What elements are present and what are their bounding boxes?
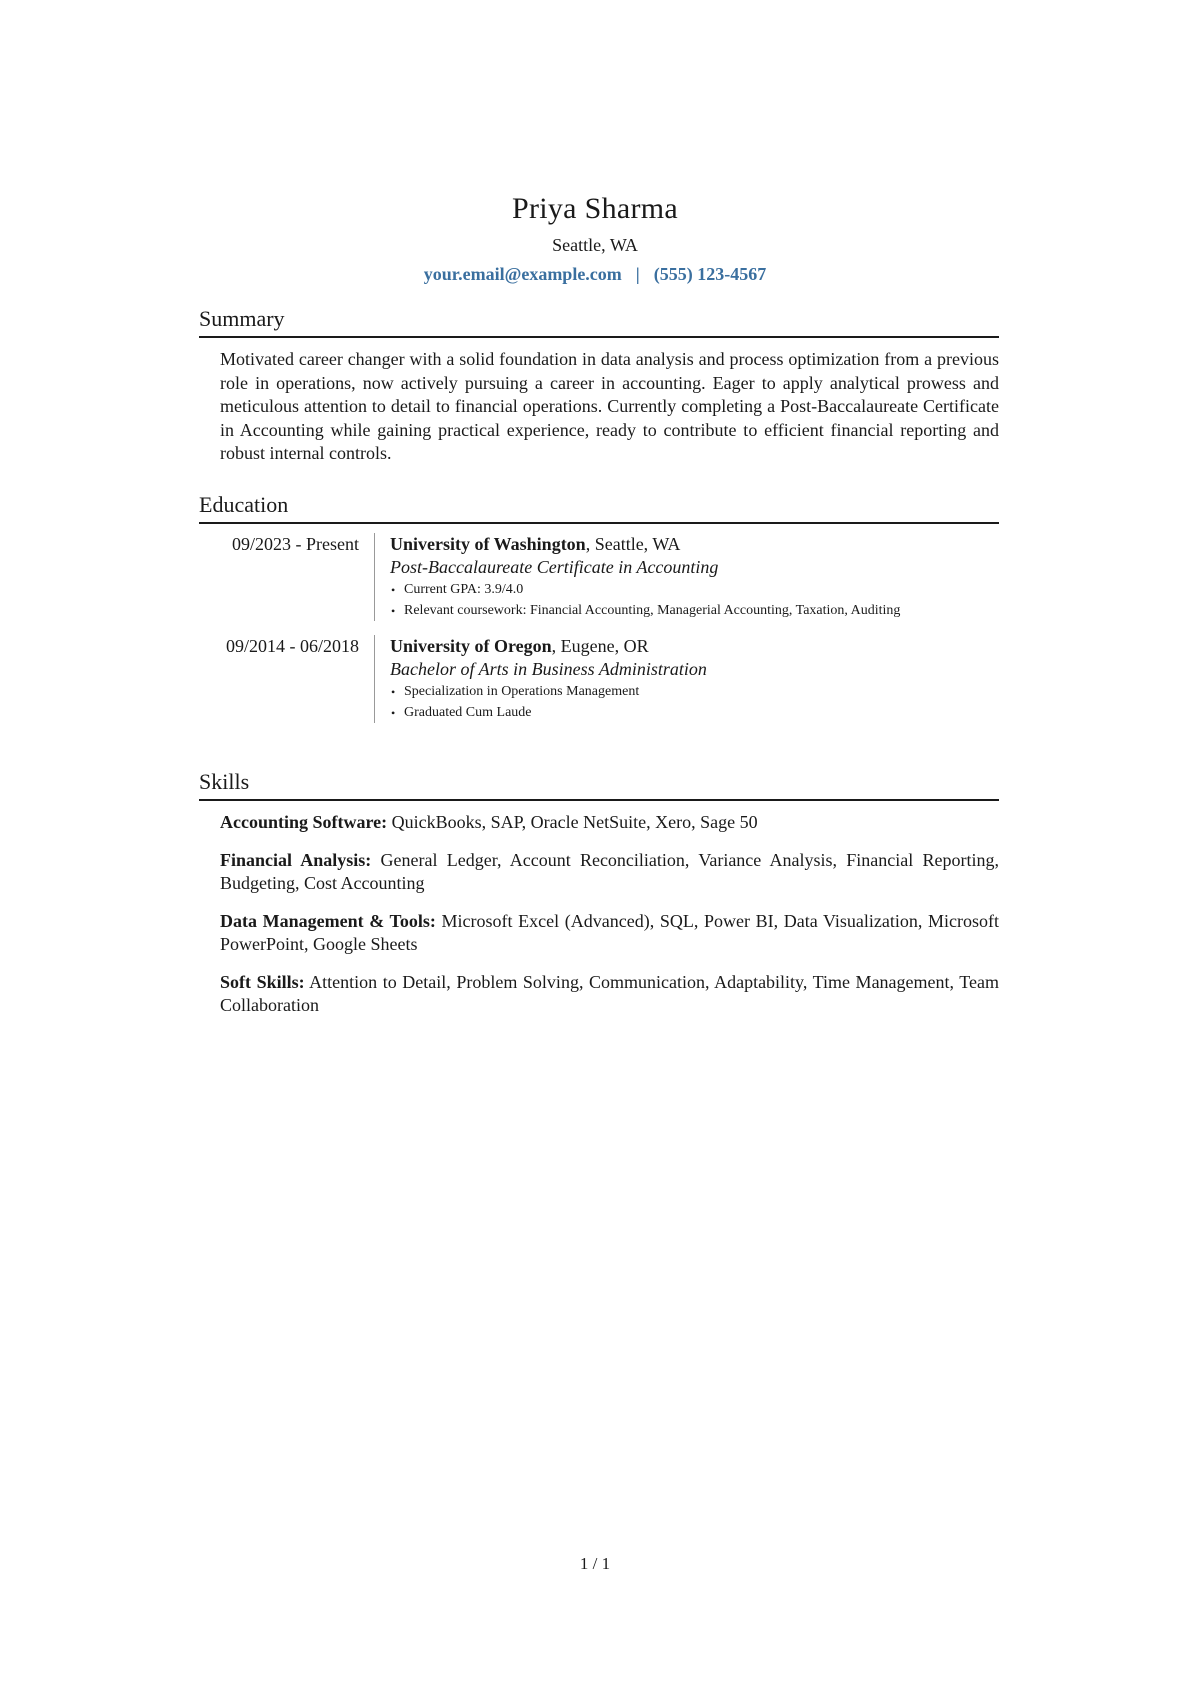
- education-body: [199, 533, 999, 723]
- skill-item: [220, 811, 999, 835]
- school-name: University of Oregon: [390, 636, 552, 656]
- education-bullet: • Graduated Cum Laude: [390, 703, 999, 724]
- skills-body: [199, 811, 999, 1018]
- education-entry: [199, 635, 999, 723]
- skill-value: Microsoft Excel (Advanced), SQL, Power BI, Data Visualization, Microsoft PowerPoint, Google Sheets: [220, 910, 999, 954]
- education-entry: [199, 533, 999, 621]
- skill-value: QuickBooks, SAP, Oracle NetSuite, Xero, Sage 50: [387, 812, 758, 832]
- contact-separator: |: [635, 264, 640, 284]
- email-link[interactable]: your.email@example.com: [423, 264, 622, 284]
- education-bullets: [390, 580, 999, 621]
- summary-text: Motivated career changer with a solid foundation in data analysis and process optimization from a previous role in operations, now actively pursuing a career in accounting. Eager to apply analytical prowess and meticulous attention to detail to financial operations. Currently completing a Post-Baccalaureate Certificate in Accounting while gaining practical experience, ready to contribute to efficient financial reporting and robust internal controls.: [220, 349, 999, 463]
- skill-item: [220, 971, 999, 1018]
- skill-label: Soft Skills:: [220, 971, 305, 992]
- education-section: [199, 491, 999, 737]
- skill-item: [220, 849, 999, 896]
- contact-line: [0, 261, 1190, 287]
- degree-name: Bachelor of Arts in Business Administration: [390, 659, 707, 679]
- education-dates: 09/2023 - Present: [232, 534, 359, 554]
- skill-label: Financial Analysis:: [220, 849, 372, 870]
- school-location: , Seattle, WA: [585, 534, 681, 554]
- resume-header: [0, 190, 1190, 287]
- education-bullet: • Current GPA: 3.9/4.0: [390, 580, 999, 601]
- skills-section: [199, 768, 999, 1032]
- candidate-location: Seattle, WA: [552, 235, 638, 255]
- summary-heading: Summary: [199, 305, 999, 338]
- skill-label: Accounting Software:: [220, 812, 388, 832]
- education-bullet: • Relevant coursework: Financial Accounting, Managerial Accounting, Taxation, Auditing: [390, 601, 999, 622]
- education-dates: 09/2014 - 06/2018: [226, 636, 359, 656]
- degree-name: Post-Baccalaureate Certificate in Accounting: [390, 557, 719, 577]
- education-details: [374, 635, 999, 723]
- school-name: University of Washington: [390, 534, 586, 554]
- skill-item: [220, 910, 999, 957]
- candidate-name: Priya Sharma: [511, 192, 679, 225]
- skill-label: Data Management & Tools:: [220, 910, 436, 931]
- page-number: 1 / 1: [579, 1554, 611, 1573]
- phone-link[interactable]: (555) 123-4567: [653, 264, 767, 284]
- education-details: [374, 533, 999, 621]
- skill-value: General Ledger, Account Reconciliation, Variance Analysis, Financial Reporting, Budgeting, Cost Accounting: [220, 849, 999, 893]
- skill-value: Attention to Detail, Problem Solving, Communication, Adaptability, Time Management, Team Collaboration: [220, 971, 999, 1015]
- education-school-line: [390, 533, 999, 556]
- education-heading: Education: [199, 491, 999, 524]
- summary-body: [199, 348, 999, 466]
- summary-section: [199, 305, 999, 466]
- education-school-line: [390, 635, 999, 658]
- education-bullets: [390, 682, 999, 723]
- school-location: , Eugene, OR: [551, 636, 649, 656]
- skills-heading: Skills: [199, 768, 999, 801]
- education-bullet: • Specialization in Operations Management: [390, 682, 999, 703]
